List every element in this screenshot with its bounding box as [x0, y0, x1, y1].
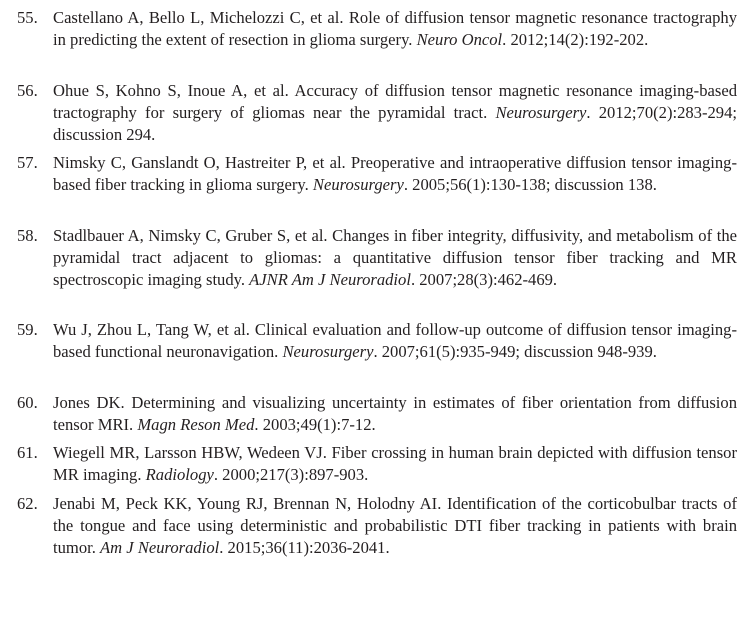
reference-item [17, 152, 737, 196]
reference-item [17, 392, 737, 436]
reference-number: 60. [17, 393, 38, 412]
reference-item [17, 225, 737, 291]
reference-citation: . 2012;70(2):283-294; discussion 294. [53, 103, 737, 144]
reference-authors-title: Stadlbauer A, Nimsky C, Gruber S, et al. Changes in fiber integrity, diffusivity, and metabolism of the pyramidal tract adjacent to gliomas: a quantitative diffusion tensor fiber tracking and MR spectroscopic imaging study. [53, 226, 737, 289]
reference-authors-title: Nimsky C, Ganslandt O, Hastreiter P, et al. Preoperative and intraoperative diffusion tensor imaging-based fiber tracking in glioma surgery. [53, 153, 737, 194]
reference-authors-title: Jones DK. Determining and visualizing uncertainty in estimates of fiber orientation from diffusion tensor MRI. [53, 393, 737, 434]
reference-item [17, 319, 737, 363]
reference-text [53, 392, 737, 436]
reference-journal: Neurosurgery [282, 342, 374, 361]
reference-number: 56. [17, 81, 38, 100]
reference-journal: Magn Reson Med [137, 415, 255, 434]
reference-authors-title: Wu J, Zhou L, Tang W, et al. Clinical evaluation and follow-up outcome of diffusion tensor imaging-based functional neuronavigation. [53, 320, 737, 361]
reference-journal: AJNR Am J Neuroradiol [249, 270, 411, 289]
reference-authors-title: Wiegell MR, Larsson HBW, Wedeen VJ. Fiber crossing in human brain depicted with diffusion tensor MR imaging. [53, 443, 737, 484]
reference-journal: Neuro Oncol [416, 30, 503, 49]
reference-journal: Neurosurgery [495, 103, 587, 122]
reference-text [53, 319, 737, 363]
reference-authors-title: Jenabi M, Peck KK, Young RJ, Brennan N, Holodny AI. Identification of the corticobulbar tracts of the tongue and face using deterministic and probabilistic DTI fiber tracking in patients with brain tumor. [53, 494, 737, 557]
reference-citation: . 2015;36(11):2036-2041. [219, 538, 390, 557]
reference-number: 57. [17, 153, 38, 172]
reference-item [17, 442, 737, 486]
reference-authors-title: Ohue S, Kohno S, Inoue A, et al. Accuracy of diffusion tensor magnetic resonance imaging-based tractography for surgery of gliomas near the pyramidal tract. [53, 81, 737, 122]
reference-number: 62. [17, 494, 38, 513]
reference-number: 59. [17, 320, 38, 339]
reference-citation: . 2003;49(1):7-12. [254, 415, 376, 434]
reference-text [53, 225, 737, 291]
reference-number: 61. [17, 443, 38, 462]
reference-text [53, 442, 737, 486]
reference-number: 55. [17, 8, 38, 27]
reference-citation: . 2012;14(2):192-202. [502, 30, 649, 49]
reference-journal: Am J Neuroradiol [100, 538, 220, 557]
reference-text [53, 80, 737, 146]
reference-text [53, 7, 737, 51]
reference-citation: . 2007;61(5):935-949; discussion 948-939. [373, 342, 657, 361]
reference-text [53, 152, 737, 196]
reference-number: 58. [17, 226, 38, 245]
reference-journal: Radiology [145, 465, 214, 484]
reference-item [17, 80, 737, 146]
reference-item [17, 493, 737, 559]
reference-citation: . 2007;28(3):462-469. [410, 270, 558, 289]
reference-journal: Neurosurgery [312, 175, 404, 194]
reference-authors-title: Castellano A, Bello L, Michelozzi C, et al. Role of diffusion tensor magnetic resonance tractography in predicting the extent of resection in glioma surgery. [53, 8, 737, 49]
reference-item [17, 7, 737, 51]
reference-text [53, 493, 737, 559]
reference-citation: . 2000;217(3):897-903. [213, 465, 369, 484]
reference-citation: . 2005;56(1):130-138; discussion 138. [403, 175, 657, 194]
